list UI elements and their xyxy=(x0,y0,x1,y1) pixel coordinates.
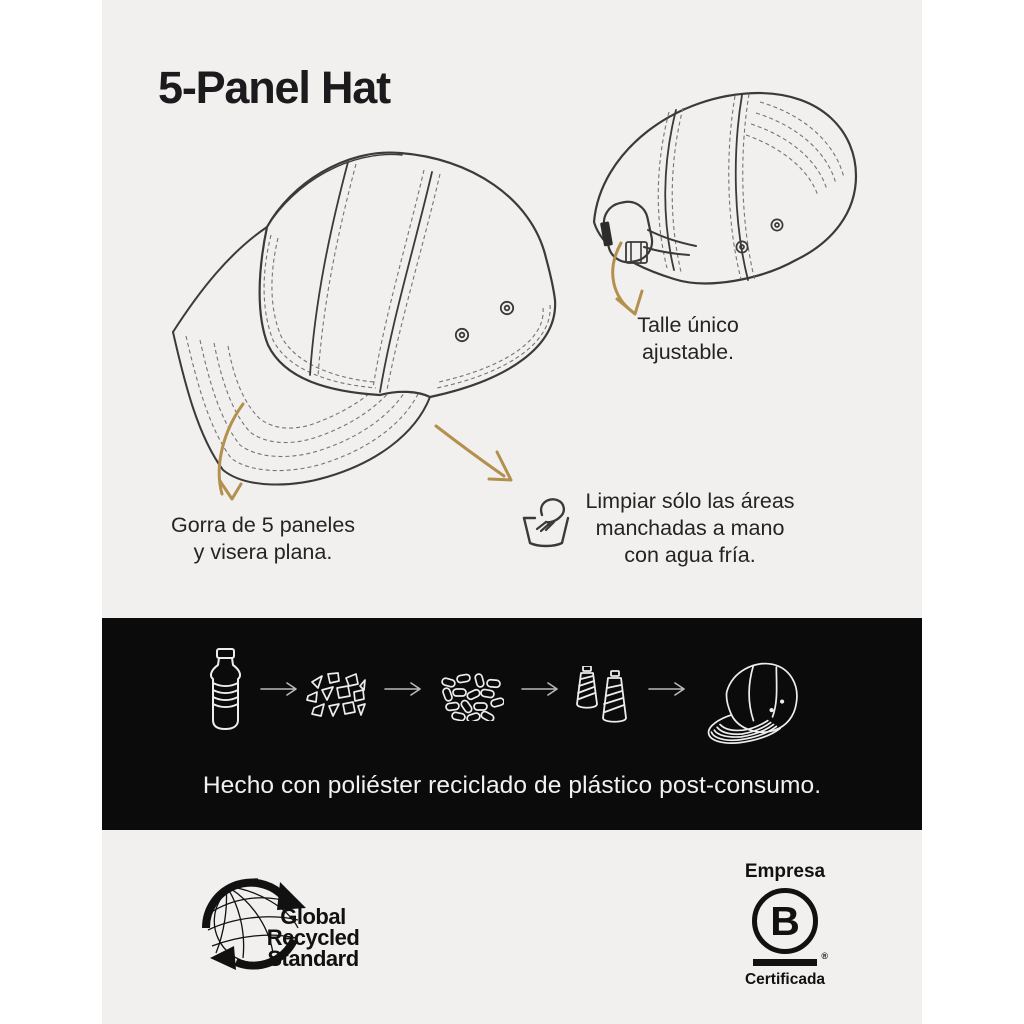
callout-care: Limpiar sólo las áreas manchadas a mano con agua fría. xyxy=(585,489,795,567)
b-corp-bottom-label: Certificada xyxy=(744,971,826,988)
registered-mark: ® xyxy=(821,951,828,961)
b-corp-top-label: Empresa xyxy=(744,861,826,882)
process-arrow-icon xyxy=(521,682,563,696)
b-corp-circle-b: B xyxy=(752,888,818,954)
thread-cones-icon xyxy=(576,666,630,724)
process-arrow-icon xyxy=(648,682,690,696)
recycle-process-banner xyxy=(102,618,922,830)
plastic-bottle-icon xyxy=(205,648,245,730)
polyester-pellets-icon xyxy=(440,673,504,721)
banner-caption: Hecho con poliéster reciclado de plástico post-consumo. xyxy=(202,772,822,799)
arrow-to-care xyxy=(436,426,504,476)
recycled-hat-icon xyxy=(700,657,805,749)
arrow-to-brim xyxy=(219,404,243,494)
process-arrow-icon xyxy=(384,682,426,696)
b-corp-logo xyxy=(739,861,831,989)
global-recycled-standard-label: Global Recycled Standard xyxy=(266,904,360,971)
infographic-panel xyxy=(102,0,922,1024)
callout-five-panels: Gorra de 5 paneles y visera plana. xyxy=(170,513,356,564)
callout-adjustable-fit: Talle único ajustable. xyxy=(637,313,739,364)
process-arrow-icon xyxy=(260,682,302,696)
hand-wash-icon xyxy=(522,496,570,548)
plastic-flakes-icon xyxy=(306,672,366,720)
b-corp-bar xyxy=(753,951,828,966)
page-title: 5-Panel Hat xyxy=(158,62,390,113)
